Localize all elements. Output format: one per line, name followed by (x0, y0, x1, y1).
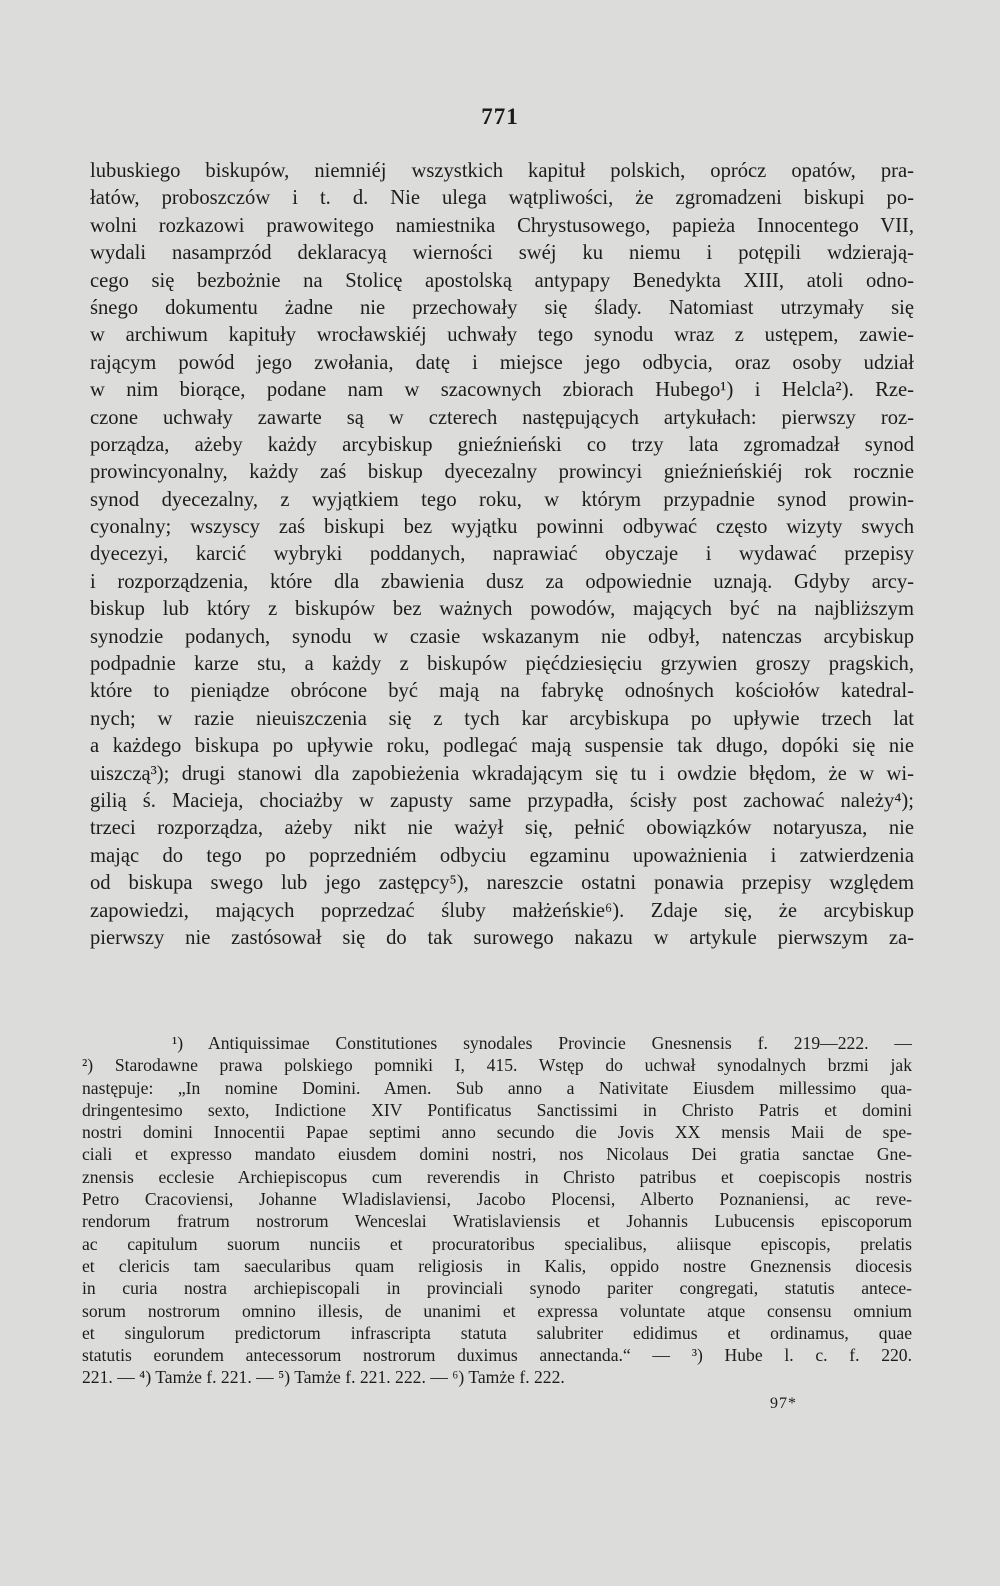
body-line: cyonalny; wszyscy zaś biskupi bez wyjątku powinni odbywać często wizyty swych (90, 516, 914, 539)
body-line: czone uchwały zawarte są w czterech następujących artykułach: pierwszy roz- (90, 406, 914, 429)
body-line: wydali nasamprzód deklaracyą wierności swéj ku niemu i potępili wdzierają- (90, 242, 914, 265)
body-line: synodzie podanych, synodu w czasie wskazanym nie odbył, natenczas arcybiskup (90, 625, 914, 648)
body-line: dyecezyi, karcić wybryki poddanych, naprawiać obyczaje i wydawać przepisy (90, 543, 914, 566)
footnote-line: et clericis tam saecularibus quam religiosis in Kalis, oppido nostre Gneznensis diocesis (82, 1255, 912, 1276)
page-number: 771 (481, 104, 519, 129)
body-line: od biskupa swego lub jego zastępcy⁵), nareszcie ostatni ponawia przepisy względem (90, 872, 914, 895)
body-line: synod dyecezalny, z wyjątkiem tego roku, w którym przypadnie synod prowin- (90, 488, 914, 511)
body-line: zapowiedzi, mających poprzedzać śluby małżeńskie⁶). Zdaje się, że arcybiskup (90, 899, 914, 922)
signature-mark: 97* (770, 1395, 797, 1412)
body-line: prowincyonalny, każdy zaś biskup dyecezalny prowincyi gnieźnieńskiéj rok rocznie (90, 461, 914, 484)
footnote-line: sorum nostrorum omnino illesis, de unanimi et expressa voluntate atque consensu omnium (82, 1300, 912, 1321)
footnote-line: dringentesimo sexto, Indictione XIV Pontificatus Sanctissimi in Christo Patris et domini (82, 1099, 912, 1120)
footnote-line: et singulorum predictorum infrascripta statuta salubriter edidimus et ordinamus, quae (82, 1322, 912, 1343)
body-line: które to pieniądze obrócone być mają na fabrykę odnośnych kościołów katedral- (90, 680, 914, 703)
footnote-line: statutis eorundem antecessorum nostrorum duximus annectanda.“ — ³) Hube l. c. f. 220. (82, 1345, 912, 1366)
body-line: pierwszy nie zastósował się do tak surowego nakazu w artykule pierwszym za- (90, 926, 914, 949)
body-line: rającym powód jego zwołania, datę i miejsce jego odbycia, oraz osoby udział (90, 351, 914, 374)
footnote-line: nostri domini Innocentii Papae septimi anno secundo die Jovis XX mensis Maii de spe- (82, 1122, 912, 1143)
body-line: trzeci rozporządza, ażeby nikt nie ważył się, pełnić obowiązków notaryusza, nie (90, 817, 914, 840)
footnote-line: ciali et expresso mandato eiusdem domini nostri, nos Nicolaus Dei gratia sanctae Gne- (82, 1144, 912, 1165)
body-line: mając do tego po poprzedniém odbyciu egzaminu upoważnienia i zatwierdzenia (90, 844, 914, 867)
footnote-line: następuje: „In nomine Domini. Amen. Sub anno a Nativitate Eiusdem millessimo qua- (82, 1077, 912, 1098)
footnote-line: in curia nostra archiepiscopali in provinciali synodo pariter congregati, statutis antece- (82, 1278, 912, 1299)
body-line: podpadnie karze stu, a każdy z biskupów pięćdziesięciu grzywien groszy pragskich, (90, 653, 914, 676)
footnote-line: 221. — ⁴) Tamże f. 221. — ⁵) Tamże f. 221. 222. — ⁶) Tamże f. 222. (82, 1367, 565, 1388)
body-line: gilią ś. Macieja, chociażby w zapusty same przypadła, ścisły post zachować należy⁴); (90, 789, 914, 812)
body-line: porządza, ażeby każdy arcybiskup gnieźnieński co trzy lata zgromadzał synod (90, 433, 914, 456)
footnote-line: rendorum fratrum nostrorum Wenceslai Wratislaviensis et Johannis Lubucensis episcoporum (82, 1211, 912, 1232)
body-line: w archiwum kapituły wrocławskiéj uchwały tego synodu wraz z ustępem, zawie- (90, 324, 914, 347)
body-line: w nim biorące, podane nam w szacownych zbiorach Hubego¹) i Helcla²). Rze- (90, 379, 914, 402)
footnote-line: ²) Starodawne prawa polskiego pomniki I, 415. Wstęp do uchwał synodalnych brzmi jak (82, 1055, 912, 1076)
footnote-line: Petro Cracoviensi, Johanne Wladislaviensi, Jacobo Plocensi, Alberto Poznaniensi, ac reve- (82, 1189, 912, 1210)
body-line: śnego dokumentu żadne nie przechowały się ślady. Natomiast utrzymały się (90, 296, 914, 319)
body-line: a każdego biskupa po upływie roku, podlegać mają suspensie tak długo, dopóki się nie (90, 735, 914, 758)
body-line: i rozporządzenia, które dla zbawienia dusz za odpowiednie uznają. Gdyby arcy- (90, 570, 914, 593)
body-line: nych; w razie nieuiszczenia się z tych kar arcybiskupa po upływie trzech lat (90, 707, 914, 730)
body-line: łatów, proboszczów i t. d. Nie ulega wątpliwości, że zgromadzeni biskupi po- (90, 187, 914, 210)
body-line: cego się bezbożnie na Stolicę apostolską antypapy Benedykta XIII, atoli odno- (90, 269, 914, 292)
body-line: wolni rozkazowi prawowitego namiestnika Chrystusowego, papieża Innocentego VII, (90, 214, 914, 237)
body-line: lubuskiego biskupów, niemniéj wszystkich kapituł polskich, oprócz opatów, pra- (90, 160, 914, 182)
footnotes (82, 1032, 912, 1389)
body-line: uiszczą³); drugi stanowi dla zapobieżenia wkradającym się tu i owdzie błędom, że w wi- (90, 762, 914, 785)
body-text (90, 158, 914, 952)
footnote-line: ac capitulum suorum nunciis et procuratoribus specialibus, aliisque episcopis, prelatis (82, 1233, 912, 1254)
footnote-line: ¹) Antiquissimae Constitutiones synodales Provincie Gnesnensis f. 219—222. — (172, 1033, 912, 1053)
body-line: biskup lub który z biskupów bez ważnych powodów, mających być na najbliższym (90, 598, 914, 621)
footnote-line: znensis ecclesie Archiepiscopus cum reverendis in Christo patribus et coepiscopis nostris (82, 1166, 912, 1187)
